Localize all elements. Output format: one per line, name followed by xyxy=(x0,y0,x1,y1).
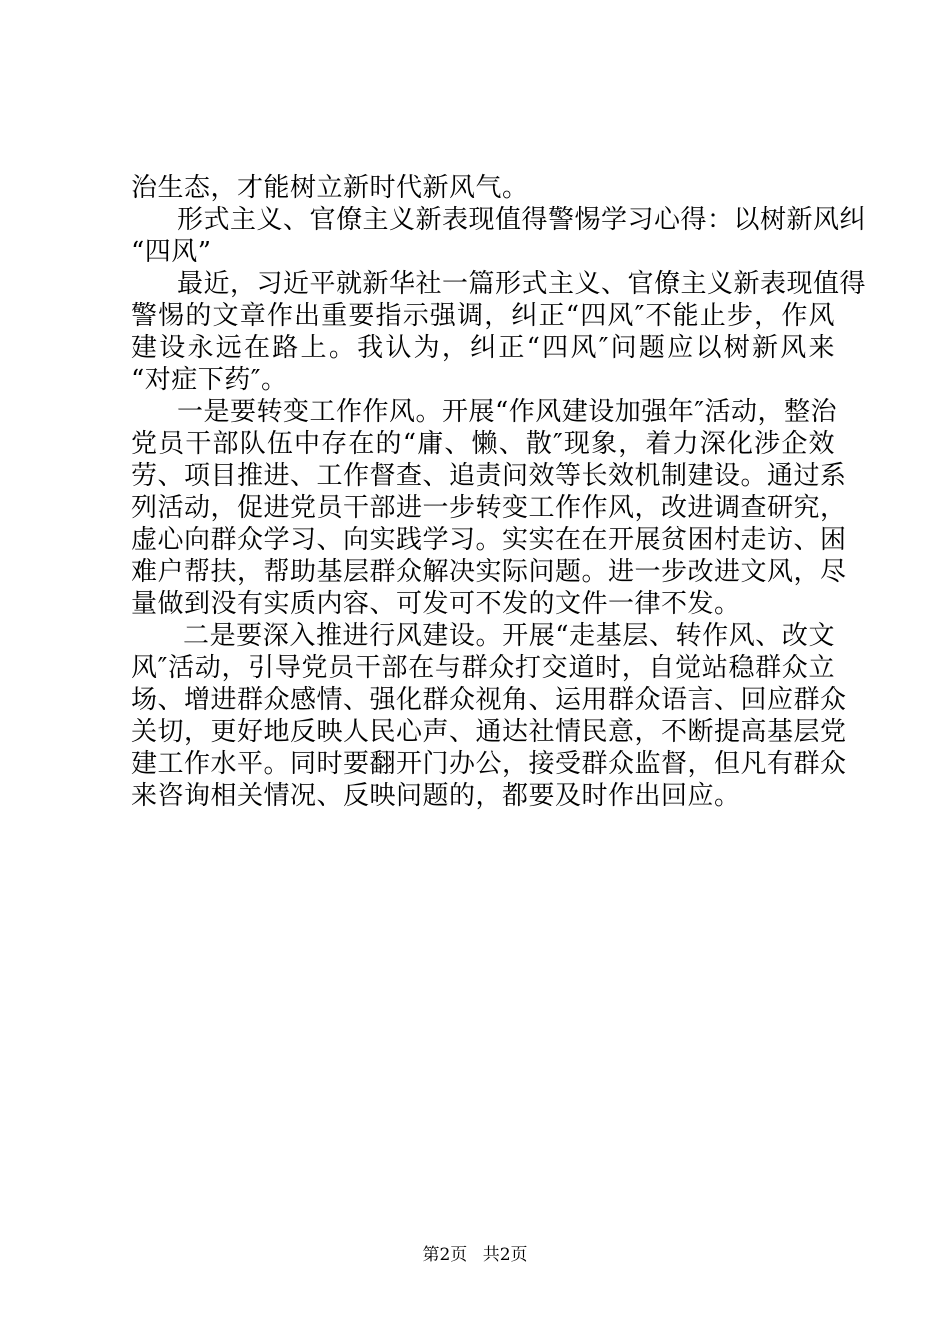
text-line: 最近，习近平就新华社一篇形式主义、官僚主义新表现值得 xyxy=(177,269,867,299)
page-total: 共2页 xyxy=(482,1245,528,1265)
text-line: 风″活动，引导党员干部在与群众打交道时，自觉站稳群众立 xyxy=(131,653,835,683)
text-line: 党员干部队伍中存在的“庸、懒、散″现象，着力深化涉企效 xyxy=(131,429,835,459)
text-line: 一是要转变工作作风。开展“作风建设加强年″活动，整治 xyxy=(177,397,838,427)
heading-line: “四风” xyxy=(131,237,212,267)
text-line: 警惕的文章作出重要指示强调，纠正“四风″不能止步，作风 xyxy=(131,301,835,331)
document-body xyxy=(131,172,867,812)
text-line: “对症下药″。 xyxy=(131,365,288,395)
text-line: 来咨询相关情况、反映问题的，都要及时作出回应。 xyxy=(131,781,741,811)
text-line: 场、增进群众感情、强化群众视角、运用群众语言、回应群众 xyxy=(131,685,847,715)
text-line: 建设永远在路上。我认为，纠正“四风″问题应以树新风来 xyxy=(131,333,835,363)
text-line: 关切，更好地反映人民心声、通达社情民意，不断提高基层党 xyxy=(131,717,847,747)
text-line: 列活动，促进党员干部进一步转变工作作风，改进调查研究， xyxy=(131,493,847,523)
text-line: 二是要深入推进行风建设。开展“走基层、转作风、改文 xyxy=(183,621,835,651)
page-number: 第2页 xyxy=(422,1245,468,1265)
text-line: 量做到没有实质内容、可发可不发的文件一律不发。 xyxy=(131,589,741,619)
text-line: 治生态，才能树立新时代新风气。 xyxy=(131,173,529,203)
text-line: 劳、项目推进、工作督查、追责问效等长效机制建设。通过系 xyxy=(131,461,847,491)
text-line: 建工作水平。同时要翻开门办公，接受群众监督，但凡有群众 xyxy=(131,749,847,779)
text-line: 虚心向群众学习、向实践学习。实实在在开展贫困村走访、困 xyxy=(131,525,847,555)
page-footer xyxy=(0,1245,950,1265)
text-line: 难户帮扶，帮助基层群众解决实际问题。进一步改进文风，尽 xyxy=(131,557,847,587)
heading-line: 形式主义、官僚主义新表现值得警惕学习心得：以树新风纠 xyxy=(177,205,867,235)
